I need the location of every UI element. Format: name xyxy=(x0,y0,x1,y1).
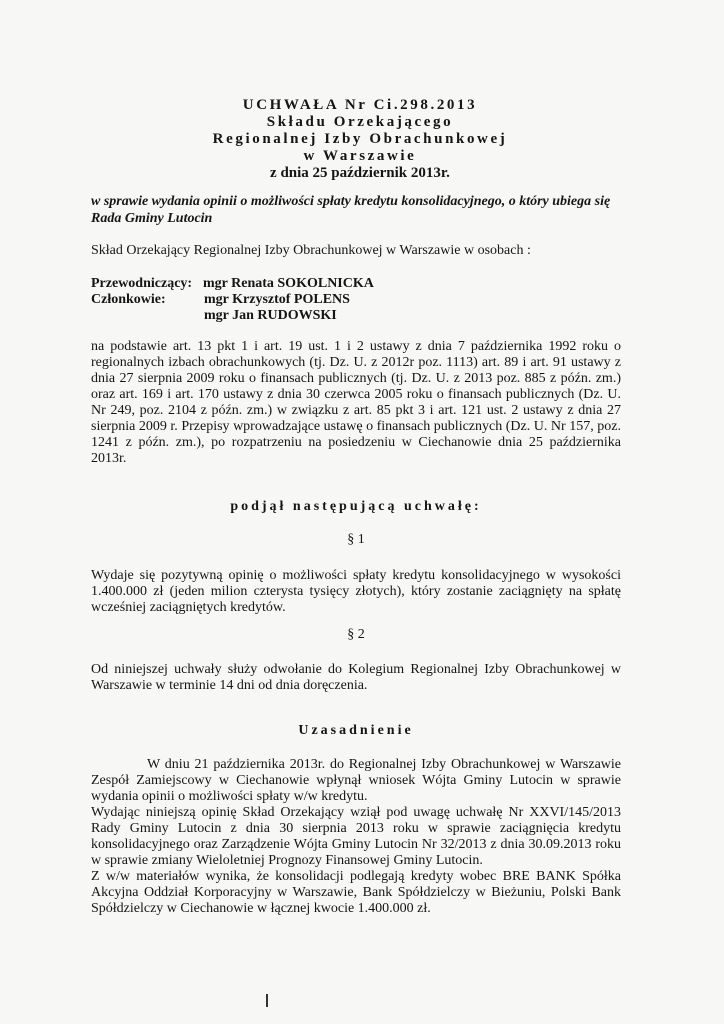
member-name-2: mgr Jan RUDOWSKI xyxy=(204,308,337,323)
title-line-resolution-number: UCHWAŁA Nr Ci.298.2013 xyxy=(242,97,478,113)
resolution-heading: podjął następującą uchwałę: xyxy=(230,499,482,514)
panel-members xyxy=(91,276,374,324)
title-line-date: z dnia 25 październik 2013r. xyxy=(270,165,450,181)
title-line-panel: Składu Orzekającego xyxy=(266,114,454,130)
justification-paragraph-2: Wydając niniejszą opinię Skład Orzekający wziął pod uwagę uchwałę Nr XXVI/145/2013 Rady Gminy Lutocin z dnia 30 sierpnia 2013 roku w sprawie zaciągnięcia kredytu konsolidacyjnego oraz Zarządzenie Wójta Gminy Lutocin Nr 32/2013 z dnia 30.09.2013 roku w sprawie zmiany Wieloletniej Prognozy Finansowej Gminy Lutocin. xyxy=(91,805,621,868)
justification-paragraph-3: Z w/w materiałów wynika, że konsolidacji podlegają kredyty wobec BRE BANK Spółka Akcyjna Oddział Korporacyjny w Warszawie, Bank Spółdzielczy w Bieżuniu, Polski Bank Spółdzielczy w Ciechanowie w łącznej kwocie 1.400.000 zł. xyxy=(91,869,621,916)
section-1-text: Wydaje się pozytywną opinię o możliwości spłaty kredytu konsolidacyjnego w wysokości 1.400.000 zł (jeden milion czterysta tysięcy złotych), który zostanie zaciągnięty na spłatę wcześniej zaciągniętych kredytów. xyxy=(91,568,621,615)
legal-basis: na podstawie art. 13 pkt 1 i art. 19 ust. 1 i 2 ustawy z dnia 7 października 1992 roku o regionalnych izbach obrachunkowych (tj. Dz. U. z 2012r poz. 1113) art. 89 i art. 91 ustawy z dnia 27 sierpnia 2009 roku o finansach publicznych (tj. Dz. U. z 2013 poz. 885 z późn. zm.) oraz art. 169 i art. 170 ustawy z dnia 30 czerwca 2005 roku o finansach publicznych (Dz. U. Nr 249, poz. 2104 z późn. zm.) w związku z art. 85 pkt 3 i art. 121 ust. 2 ustawy z dnia 27 sierpnia 2009 r. Przepisy wprowadzające ustawę o finansach publicznych (Dz. U. Nr 157, poz. 1241 z późn. zm.), po rozpatrzeniu na posiedzeniu w Ciechanowie dnia 25 października 2013r. xyxy=(91,339,621,466)
page-marker xyxy=(266,994,268,1007)
justification-paragraph-1: W dniu 21 października 2013r. do Regionalnej Izby Obrachunkowej w Warszawie Zespół Zamiejscowy w Ciechanowie wpłynął wniosek Wójta Gminy Lutocin w sprawie wydania opinii o możliwości spłaty w/w kredytu. xyxy=(91,757,621,804)
members-row-2 xyxy=(91,308,374,324)
section-1-number: § 1 xyxy=(347,532,365,547)
member-name-1: mgr Krzysztof POLENS xyxy=(204,292,350,307)
members-role: Członkowie: xyxy=(91,292,166,307)
title-line-chamber: Regionalnej Izby Obrachunkowej xyxy=(212,131,508,147)
chair-name: mgr Renata SOKOLNICKA xyxy=(203,276,374,291)
chair-row xyxy=(91,276,374,292)
section-2-number: § 2 xyxy=(347,627,365,642)
resolution-title xyxy=(150,97,570,182)
chair-role: Przewodniczący: xyxy=(91,276,193,291)
title-line-city: w Warszawie xyxy=(303,148,417,164)
composition-intro: Skład Orzekający Regionalnej Izby Obrachunkowej w Warszawie w osobach : xyxy=(91,243,531,258)
resolution-subject: w sprawie wydania opinii o możliwości spłaty kredytu konsolidacyjnego, o który ubiega się Rada Gminy Lutocin xyxy=(91,194,611,226)
justification-heading: Uzasadnienie xyxy=(298,723,414,738)
section-2-text: Od niniejszej uchwały służy odwołanie do Kolegium Regionalnej Izby Obrachunkowej w Warszawie w terminie 14 dni od dnia doręczenia. xyxy=(91,662,621,693)
members-row xyxy=(91,292,374,308)
justification-body xyxy=(91,757,621,917)
